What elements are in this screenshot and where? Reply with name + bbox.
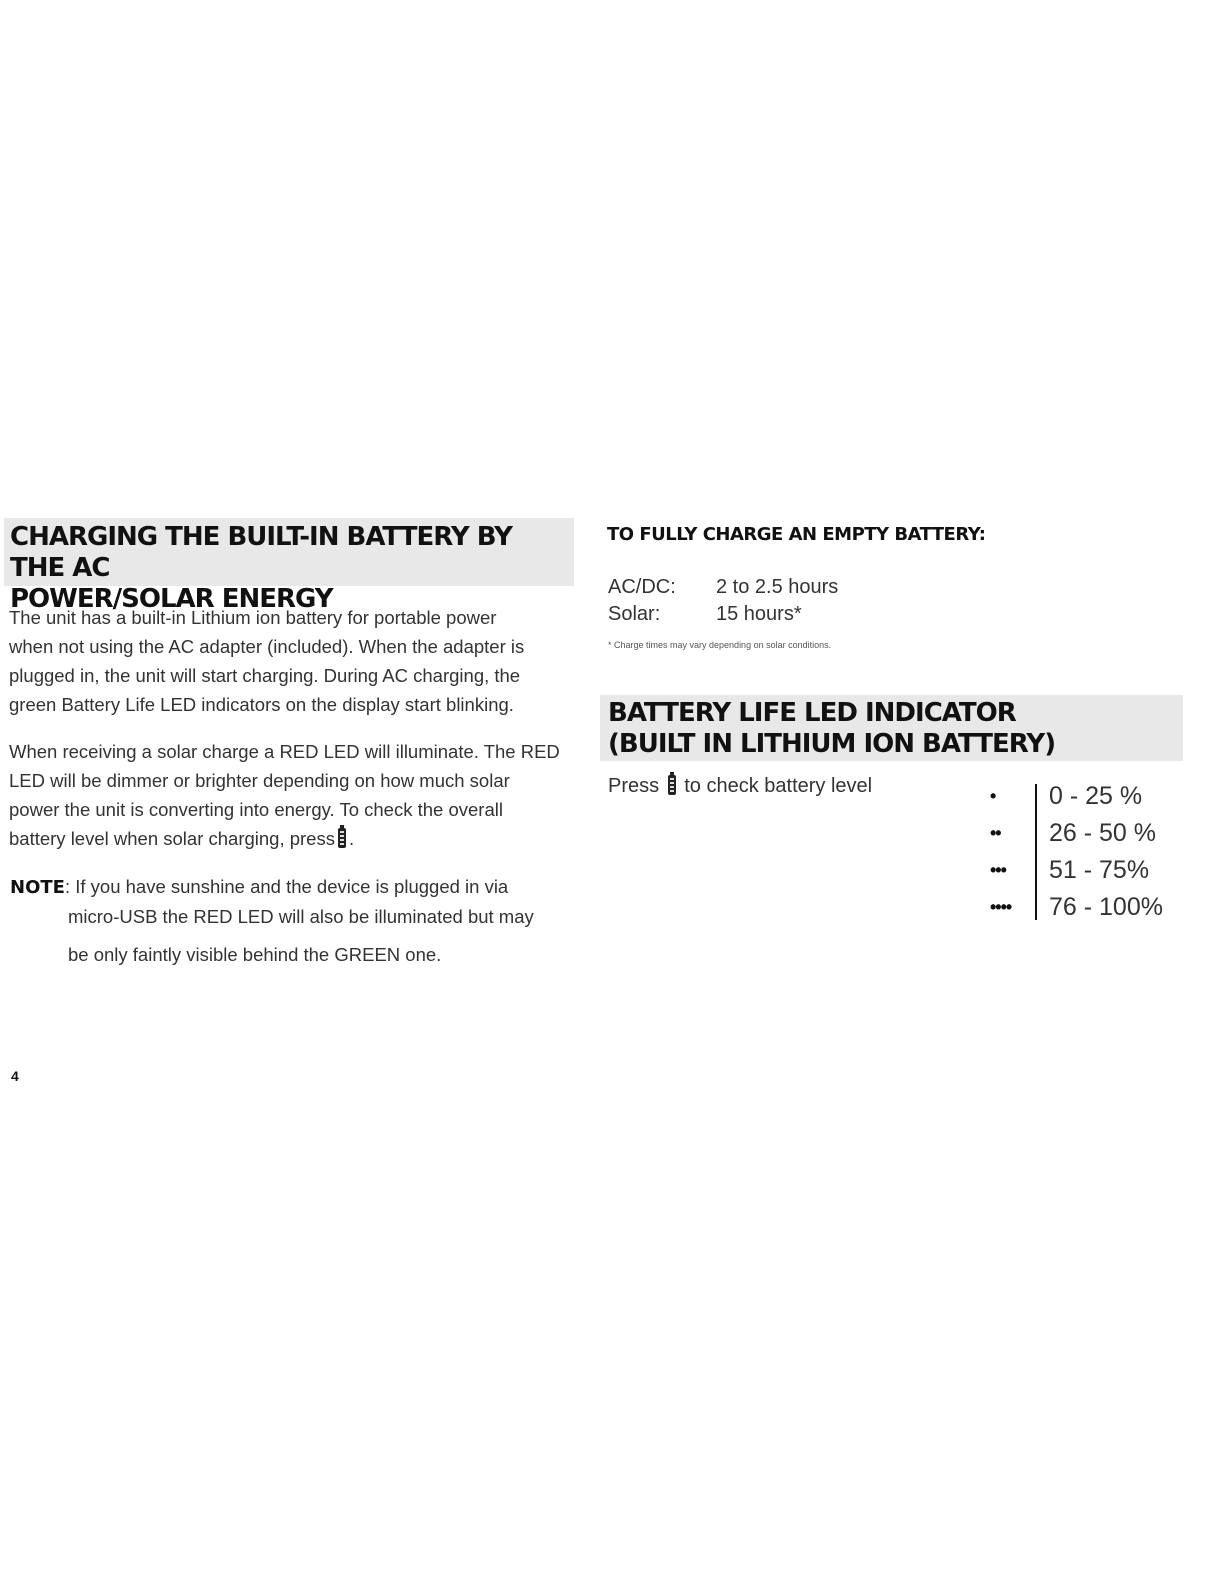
heading-line-2: (BUILT IN LITHIUM ION BATTERY) bbox=[608, 729, 1056, 759]
charge-time-row bbox=[608, 603, 802, 626]
battery-indicator-heading bbox=[600, 695, 1183, 761]
paragraph-line: plugged in, the unit will start charging. During AC charging, the bbox=[9, 665, 521, 686]
intro-paragraph bbox=[9, 603, 524, 719]
charge-source-label: Solar: bbox=[608, 603, 661, 625]
level-range: 76 - 100% bbox=[1049, 893, 1163, 921]
charge-time-row bbox=[608, 576, 838, 599]
press-instruction bbox=[608, 775, 872, 798]
paragraph-line: The unit has a built-in Lithium ion battery for portable power bbox=[9, 607, 497, 628]
paragraph-line-with-icon bbox=[9, 824, 560, 853]
paragraph-text: battery level when solar charging, press bbox=[9, 828, 335, 849]
press-text-after: to check battery level bbox=[684, 775, 873, 797]
paragraph-line: when not using the AC adapter (included). When the adapter is bbox=[9, 636, 525, 657]
press-text: Press bbox=[608, 775, 660, 797]
note-block bbox=[10, 872, 570, 969]
level-range: 26 - 50 % bbox=[1049, 819, 1157, 847]
heading-line-2: POWER/SOLAR ENERGY bbox=[10, 584, 333, 614]
charging-section-heading bbox=[4, 518, 574, 614]
charge-duration: 15 hours* bbox=[716, 603, 802, 625]
charge-duration: 2 to 2.5 hours bbox=[716, 576, 839, 598]
note-line-1: : If you have sunshine and the device is plugged in via bbox=[64, 876, 509, 897]
led-dots: •• bbox=[990, 823, 1001, 843]
level-range: 51 - 75% bbox=[1049, 856, 1150, 884]
charge-source-label: AC/DC: bbox=[608, 576, 676, 598]
note-line-3: be only faintly visible behind the GREEN one. bbox=[68, 944, 442, 965]
charge-time-subheading: TO FULLY CHARGE AN EMPTY BATTERY: bbox=[607, 524, 986, 545]
paragraph-line: LED will be dimmer or brighter depending on how much solar bbox=[9, 770, 510, 791]
note-line-2: micro-USB the RED LED will also be illuminated but may bbox=[68, 906, 534, 927]
paragraph-period: . bbox=[348, 828, 355, 849]
battery-icon bbox=[338, 828, 346, 848]
battery-icon bbox=[668, 775, 676, 795]
charge-footnote: * Charge times may vary depending on solar conditions. bbox=[608, 640, 832, 650]
led-dots: ••• bbox=[990, 860, 1006, 880]
level-range: 0 - 25 % bbox=[1049, 782, 1143, 810]
note-label: NOTE bbox=[10, 877, 65, 898]
level-divider bbox=[1035, 784, 1037, 920]
heading-line-1: CHARGING THE BUILT-IN BATTERY BY THE AC bbox=[10, 522, 512, 583]
paragraph-line: power the unit is converting into energy. To check the overall bbox=[9, 799, 503, 820]
paragraph-line: When receiving a solar charge a RED LED will illuminate. The RED bbox=[9, 741, 560, 762]
page-number: 4 bbox=[11, 1068, 19, 1084]
led-dots: •••• bbox=[990, 897, 1012, 917]
paragraph-line: green Battery Life LED indicators on the display start blinking. bbox=[9, 694, 514, 715]
solar-paragraph bbox=[9, 737, 560, 853]
heading-line-1: BATTERY LIFE LED INDICATOR bbox=[608, 698, 1016, 728]
led-dots: • bbox=[990, 786, 996, 806]
